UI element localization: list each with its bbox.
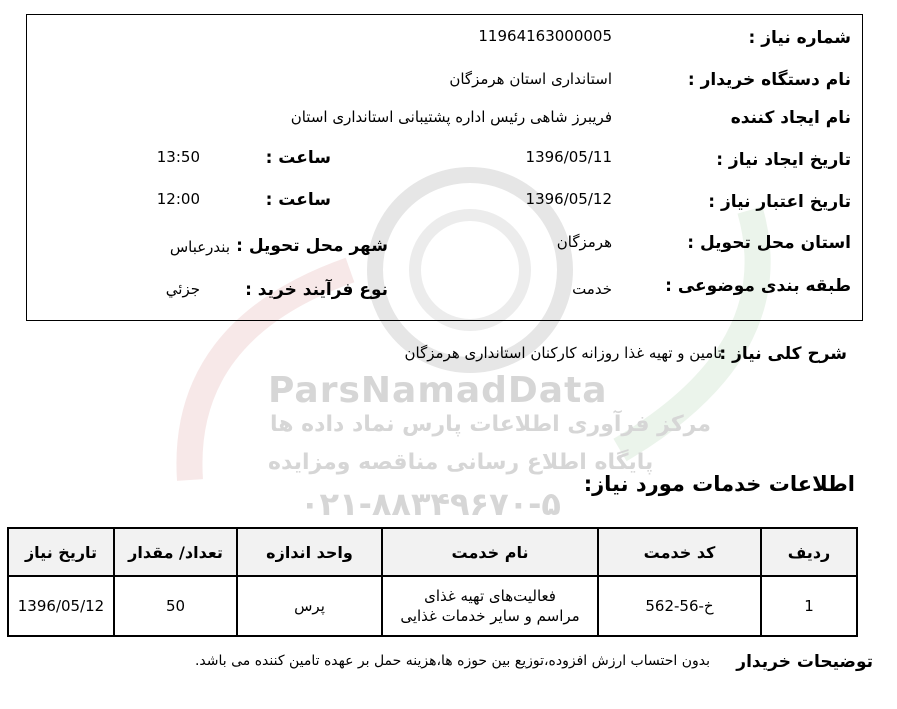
delivery-province-value: هرمزگان xyxy=(556,233,612,251)
watermark-line1: مرکز فرآوری اطلاعات پارس نماد داده ها xyxy=(270,412,711,437)
description-label: شرح کلی نیاز : xyxy=(719,344,847,364)
delivery-city-value: بندرعباس xyxy=(169,238,230,256)
watermark-phone: ۰۲۱-۸۸۳۴۹۶۷۰-۵ xyxy=(300,485,561,523)
services-table xyxy=(7,527,858,637)
cell-code: خ-56-562 xyxy=(598,576,761,636)
created-date-label: تاریخ ایجاد نیاز : xyxy=(716,150,851,170)
delivery-city-label: شهر محل تحویل : xyxy=(236,236,388,256)
cell-name xyxy=(382,576,598,636)
col-date-header: تاریخ نیاز xyxy=(8,528,114,576)
cell-date: 1396/05/12 xyxy=(8,576,114,636)
buyer-notes-label: توضیحات خریدار xyxy=(736,652,873,672)
process-type-value: جزئي xyxy=(165,280,200,298)
col-row-header: ردیف xyxy=(761,528,857,576)
delivery-province-label: استان محل تحویل : xyxy=(687,233,851,253)
process-type-label: نوع فرآیند خرید : xyxy=(245,280,388,300)
services-title: اطلاعات خدمات مورد نیاز: xyxy=(583,472,855,496)
cell-name-line1: فعالیت‌های تهیه غذای xyxy=(424,587,556,605)
creator-label: نام ایجاد کننده xyxy=(730,108,851,128)
cell-row: 1 xyxy=(761,576,857,636)
created-time-label: ساعت : xyxy=(265,148,331,168)
valid-time-value: 12:00 xyxy=(156,190,200,208)
need-number-value: 11964163000005 xyxy=(478,27,612,45)
category-label: طبقه بندی موضوعی : xyxy=(665,276,851,296)
valid-date-label: تاریخ اعتبار نیاز : xyxy=(708,192,851,212)
need-number-label: شماره نیاز : xyxy=(748,28,851,48)
valid-time-label: ساعت : xyxy=(265,190,331,210)
buyer-org-label: نام دستگاه خریدار : xyxy=(687,70,851,90)
services-table-header xyxy=(8,528,857,576)
watermark-line2: پایگاه اطلاع رسانی مناقصه ومزایده xyxy=(268,450,654,475)
created-time-value: 13:50 xyxy=(156,148,200,166)
description-value: تامین و تهیه غذا روزانه کارکنان استانداری هرمزگان xyxy=(404,344,722,362)
cell-unit: پرس xyxy=(237,576,382,636)
watermark-brand: ParsNamadData xyxy=(268,370,608,411)
category-value: خدمت xyxy=(572,280,612,298)
valid-date-value: 1396/05/12 xyxy=(525,190,612,208)
creator-value: فریبرز شاهی رئیس اداره پشتیبانی استانداری استان xyxy=(290,108,612,126)
col-code-header: کد خدمت xyxy=(598,528,761,576)
table-row xyxy=(8,576,857,636)
created-date-value: 1396/05/11 xyxy=(525,148,612,166)
buyer-org-value: استانداری استان هرمزگان xyxy=(449,70,612,88)
cell-qty: 50 xyxy=(114,576,237,636)
buyer-notes-value: بدون احتساب ارزش افزوده،توزیع بین حوزه ها،هزینه حمل بر عهده تامین کننده می باشد. xyxy=(194,653,710,669)
col-name-header: نام خدمت xyxy=(382,528,598,576)
col-qty-header: تعداد/ مقدار xyxy=(114,528,237,576)
cell-name-line2: مراسم و سایر خدمات غذایی xyxy=(400,607,580,625)
col-unit-header: واحد اندازه xyxy=(237,528,382,576)
